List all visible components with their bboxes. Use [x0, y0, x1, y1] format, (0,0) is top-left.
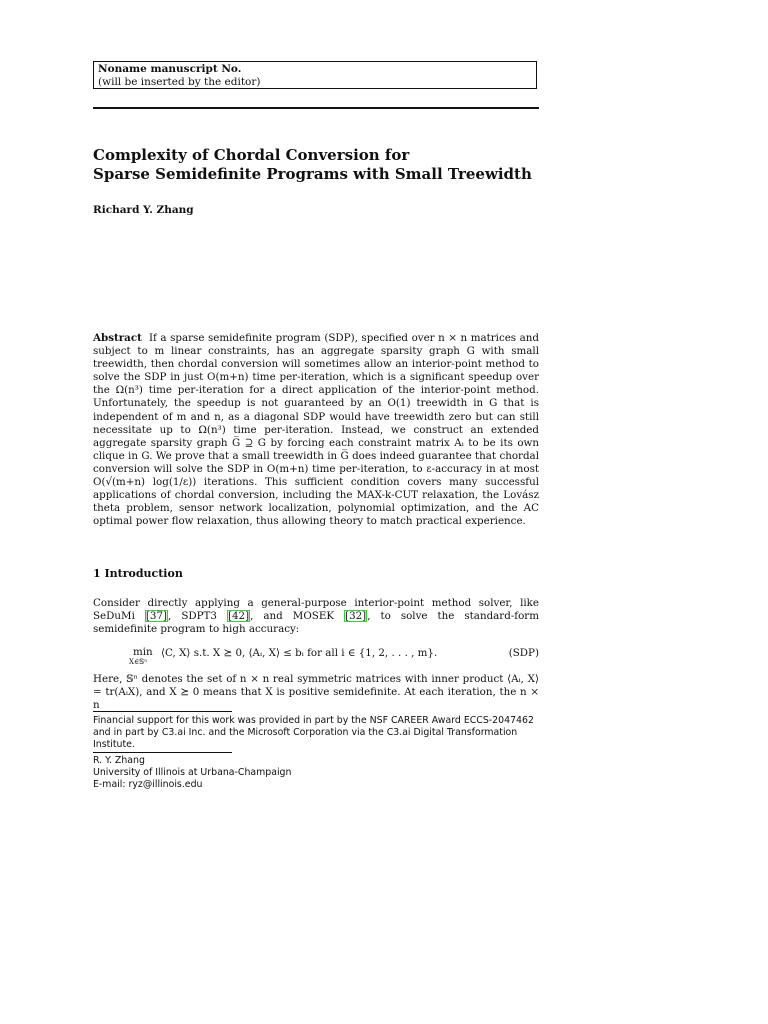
author-name: Richard Y. Zhang [93, 204, 194, 216]
eq-subscript: X∈𝕊ⁿ [129, 658, 148, 666]
intro-text-c: , and MOSEK [250, 610, 345, 623]
sdp-equation [93, 645, 539, 671]
abstract [93, 332, 539, 528]
eq-body: ⟨C, X⟩ s.t. X ⪰ 0, ⟨Aᵢ, X⟩ ≤ bᵢ for all i ∈ {1, 2, . . . , m}. [161, 647, 438, 659]
eq-min: min [133, 646, 153, 658]
citation-link[interactable]: [42] [227, 610, 250, 623]
paper-title [93, 146, 539, 184]
manuscript-number: Noname manuscript No. [98, 63, 242, 75]
header-rule [93, 107, 539, 109]
affiliation-rule [93, 752, 232, 753]
abstract-label: Abstract [93, 332, 142, 344]
funding-footnote: Financial support for this work was provided in part by the NSF CAREER Award ECCS-2047462 and in part by C3.ai Inc. and the Microsoft Corporation via the C3.ai Digital Transformation Institute. [93, 715, 534, 750]
title-line-2: Sparse Semidefinite Programs with Small Treewidth [93, 165, 532, 183]
citation-link[interactable]: [37] [145, 610, 168, 623]
intro-paragraph [93, 597, 539, 636]
title-line-1: Complexity of Chordal Conversion for [93, 146, 410, 164]
editor-note: (will be inserted by the editor) [98, 76, 261, 88]
footnote-rule [93, 711, 232, 712]
manuscript-box [93, 61, 537, 89]
eq-tag: (SDP) [508, 647, 539, 659]
intro-paragraph-2: Here, 𝕊ⁿ denotes the set of n × n real symmetric matrices with inner product ⟨Aᵢ, X⟩ = tr(AᵢX), and X ⪰ 0 means that X is positive semidefinite. At each iteration, the n × n [93, 673, 539, 712]
affiliation-name: R. Y. Zhang [93, 755, 145, 766]
intro-text-d: , to solve the standard-form semidefinite program to high accuracy: [93, 610, 539, 636]
affiliation-email[interactable]: E-mail: ryz@illinois.edu [93, 779, 203, 790]
intro-text-a: Consider directly applying a general-purpose interior-point method solver, like SeDuMi [93, 597, 539, 623]
affiliation-institution: University of Illinois at Urbana-Champaign [93, 767, 292, 778]
affiliation [93, 755, 539, 791]
citation-link[interactable]: [32] [345, 610, 367, 623]
intro-text-b: , SDPT3 [168, 610, 227, 623]
section-heading: 1 Introduction [93, 567, 183, 580]
abstract-text: If a sparse semidefinite program (SDP), specified over n × n matrices and subject to m linear constraints, has an aggregate sparsity graph G with small treewidth, then chordal conversion will sometimes allow an interior-point method to solve the SDP in just O(m+n) time per-iteration, which is a significant speedup over the Ω(n³) time per-iteration for a direct application of the interior-point method. Unfortunately, the speedup is not guaranteed by an O(1) treewidth in G that is independent of m and n, as a diagonal SDP would have treewidth zero but can still necessitate up to Ω(n³) time per-iteration. Instead, we construct an extended aggregate sparsity graph G̅ ⊇ G by forcing each constraint matrix Aᵢ to be its own clique in G. We prove that a small treewidth in G̅ does indeed guarantee that chordal conversion will solve the SDP in O(m+n) time per-iteration, to ε-accuracy in at most O(√(m+n) log(1/ε)) iterations. This sufficient condition covers many successful applications of chordal conversion, including the MAX-k-CUT relaxation, the Lovász theta problem, sensor network localization, polynomial optimization, and the AC optimal power flow relaxation, thus allowing theory to match practical experience. [93, 332, 540, 528]
